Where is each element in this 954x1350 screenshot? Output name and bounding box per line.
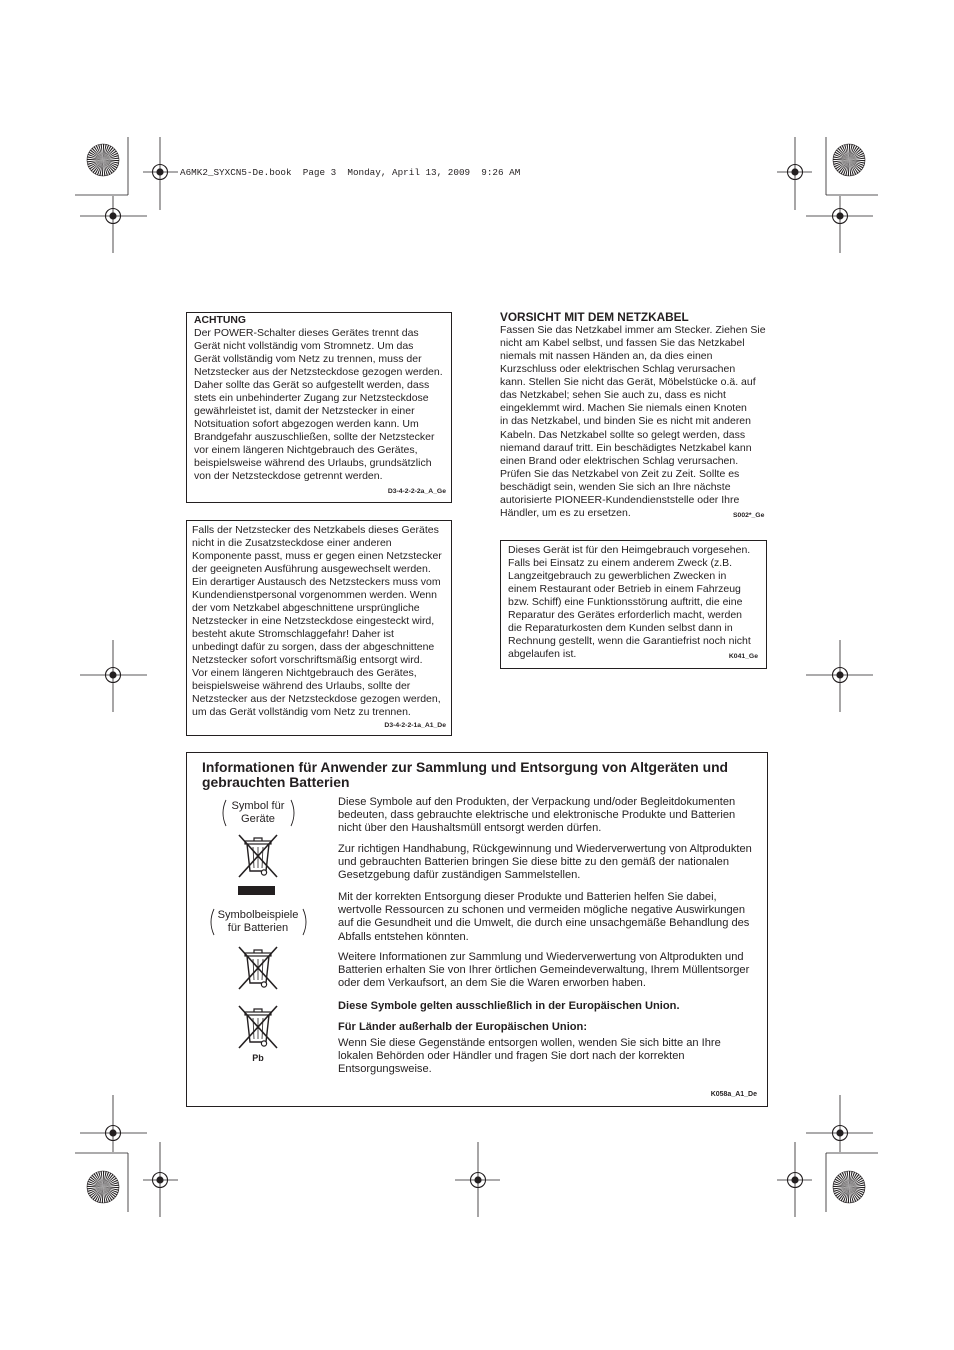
text-line: Kabeln. Das Netzkabel sollte so gelegt werden, dass [500, 428, 746, 441]
text-line: nicht in die Zusatzsteckdose einer anderen [192, 536, 392, 549]
registration-mark-icon [777, 1142, 812, 1217]
registration-dot [109, 1129, 116, 1136]
registration-dot [156, 168, 163, 175]
text-line: Netzstecker sofort vorschriftsmäßig entsorgt wird. [192, 654, 423, 667]
text-line: und gebrauchten Batterien bringen Sie diese bitte zu den gemäß der nationalen [338, 855, 730, 868]
text-line: Gerät vollständig vom Netz zu trennen, muss der [194, 352, 422, 365]
right-bracket-icon [302, 908, 309, 936]
text-line: das Netzkabel; sehen Sie auch zu, dass es nicht [500, 389, 726, 402]
text-line: Symbolbeispiele [217, 908, 299, 921]
achtung-notice-box [186, 312, 452, 503]
registration-mark-icon [806, 640, 873, 712]
text-line: vor einem längeren Nichtgebrauch des Gerätes, [194, 443, 418, 456]
plug-replacement-notice-box [186, 520, 452, 736]
starburst-mark-icon [833, 1171, 865, 1203]
plug-replacement-reference-code: D3-4-2-2-1a_A1_De [384, 722, 446, 729]
crossed-out-wheelie-bin-icon [236, 832, 280, 880]
text-line: Entsorgungsweise. [338, 1063, 432, 1076]
text-line: gebrauchten Batterien [202, 773, 350, 790]
text-line: Informationen für Anwender zur Sammlung und Entsorgung von Altgeräten und [202, 759, 729, 775]
battery-symbol-label [214, 909, 302, 935]
text-line: Kundendienstpersonal vorgenommen werden. Wenn [192, 588, 437, 601]
achtung-body [194, 327, 443, 483]
text-line: unbedingt dafür zu sorgen, dass der abgeschnittene [192, 641, 435, 654]
power-cord-caution-reference-code: S002*_Ge [733, 512, 765, 519]
text-line: einen Brand oder elektrischen Schlag verursachen. [500, 454, 739, 467]
crossed-out-battery-bin-icon [236, 944, 280, 992]
text-line: in das Netzkabel, und binden Sie es nicht mit anderen [500, 415, 751, 428]
registration-mark-icon [806, 196, 873, 253]
registration-dot [836, 671, 843, 678]
text-line: für Batterien [227, 921, 289, 934]
text-line: stets ein unbehinderter Zugang zur Netzsteckdose [194, 391, 429, 404]
registration-mark-icon [80, 640, 147, 712]
text-line: Reparatur des Gerätes erforderlich macht, werden [508, 608, 743, 621]
registration-mark-icon [143, 1142, 178, 1217]
text-line: lokalen Behörden oder Händler und fragen Sie dort nach der korrekten [338, 1049, 685, 1062]
text-line: Diese Symbole auf den Produkten, der Verpackung und/oder Begleitdokumenten [338, 795, 736, 808]
registration-mark-icon [806, 1095, 873, 1152]
text-line: nicht am Kabel selbst, und fassen Sie das Netzkabel [500, 337, 745, 350]
registration-mark-icon [455, 1142, 500, 1217]
text-line: Symbol für [231, 800, 285, 812]
eu-only-note: Diese Symbole gelten ausschließlich in der Europäischen Union. [338, 999, 680, 1012]
text-line: niemals mit nassen Händen an, da dies einen [500, 350, 713, 363]
home-use-notice-box [500, 540, 767, 669]
separate-collection-bar-icon [238, 886, 275, 895]
text-line: Ein derartiger Austausch des Netzsteckers muss vom [192, 575, 441, 588]
text-line: Komponente passt, muss er gegen einen Netzstecker [192, 549, 442, 562]
power-cord-caution-title: VORSICHT MIT DEM NETZKABEL [500, 310, 689, 324]
text-line: Daher sollte das Gerät so aufgestellt werden, dass [194, 378, 430, 391]
text-line: Kurzschluss oder elektrischen Schlag verursachen [500, 363, 736, 376]
text-line: Mit der korrekten Entsorgung dieser Produkte und Batterien helfen Sie dabei, [338, 890, 717, 903]
text-line: Fassen Sie das Netzkabel immer am Stecker. Ziehen Sie [500, 324, 766, 336]
disposal-paragraph-4 [338, 951, 763, 991]
text-line: wertvolle Ressourcen zu schonen und vermeiden mögliche negative Auswirkungen [338, 903, 746, 916]
text-line: Zur richtigen Handhabung, Rückgewinnung und Wiederverwertung von Altprodukten [338, 842, 752, 855]
text-line: die Reparaturkosten dem Kunden selbst dann in [508, 622, 733, 635]
achtung-reference-code: D3-4-2-2-2a_A_Ge [387, 488, 446, 495]
power-cord-caution-section [500, 310, 770, 520]
crossed-out-battery-bin-lead-icon [236, 1003, 280, 1051]
text-line: Brandgefahr auszuschließen, sollte der Netzstecker [194, 430, 435, 443]
achtung-text [194, 314, 443, 483]
plug-replacement-body [192, 524, 442, 720]
text-line: Falls bei Einsatz zu einem anderem Zweck (z.B. [508, 556, 733, 569]
text-line: Netzstecker aus der Netzsteckdose gezogen werden, [192, 693, 441, 706]
text-line: oder dem Verkaufsort, an dem Sie die Waren erworben haben. [338, 977, 646, 990]
registration-dot [791, 1176, 798, 1183]
disposal-title [202, 760, 728, 789]
text-line: einem Restaurant oder Betrieb in einem Fahrzeug [508, 582, 741, 595]
text-line: Falls der Netzstecker des Netzkabels dieses Gerätes [192, 523, 439, 536]
text-line: Netzstecker aus der Netzsteckdose gezogen werden. [194, 365, 443, 378]
text-line: von der Netzsteckdose getrennt werden. [194, 469, 383, 482]
text-line: Abfalls entstehen könnten. [338, 930, 469, 943]
text-line: Wenn Sie diese Gegenstände entsorgen wollen, wenden Sie sich bitte an Ihre [338, 1036, 721, 1049]
text-line: der geeigneten Ausführung ausgewechselt werden. [192, 562, 431, 575]
non-eu-paragraph [338, 1037, 763, 1077]
text-line: Geräte [241, 813, 275, 825]
registration-dot [836, 212, 843, 219]
text-line: Prüfen Sie das Netzkabel von Zeit zu Zeit. Sollte es [500, 467, 740, 480]
text-line: auf die Gesundheit und die Umwelt, die durch eine unsachgemäße Behandlung des [338, 917, 750, 930]
power-cord-caution-body [500, 324, 770, 520]
disposal-paragraph-1 [338, 796, 763, 836]
battery-chemical-label: Pb [252, 1053, 264, 1063]
registration-dot [791, 168, 798, 175]
registration-mark-icon [80, 196, 147, 253]
registration-dot [109, 212, 116, 219]
registration-mark-icon [777, 137, 812, 210]
disposal-reference-code: K058a_A1_De [710, 1091, 757, 1098]
registration-mark-icon [143, 137, 178, 210]
text-line: autorisierte PIONEER-Kundendienststelle oder Ihre [500, 493, 740, 506]
disposal-information-box [186, 752, 768, 1107]
text-line: Händler, um es zu ersetzen. [500, 506, 631, 519]
device-symbol-label [226, 800, 290, 826]
text-line: abgelaufen ist. [508, 648, 577, 661]
text-line: eingeklemmt wird. Machen Sie niemals einen Knoten [500, 402, 747, 415]
starburst-mark-icon [833, 144, 865, 176]
disposal-paragraph-3 [338, 891, 763, 945]
text-line: bzw. Schiff) eine Funktionsstörung auftritt, die eine [508, 595, 743, 608]
text-line: Batterien erhalten Sie von Ihrer örtlichen Gemeindeverwaltung, Ihrem Müllentsorger [338, 963, 750, 976]
registration-dot [109, 671, 116, 678]
text-line: besteht akute Stromschlaggefahr! Daher ist [192, 628, 394, 640]
text-line: Dieses Gerät ist für den Heimgebrauch vorgesehen. [508, 543, 751, 556]
non-eu-heading: Für Länder außerhalb der Europäischen Union: [338, 1020, 588, 1033]
text-line: gewährleistet ist, damit der Netzstecker in einer [194, 404, 415, 417]
registration-dot [474, 1176, 481, 1183]
registration-mark-icon [80, 1095, 147, 1152]
text-line: Der POWER-Schalter dieses Gerätes trennt das [194, 326, 419, 339]
right-bracket-icon [290, 799, 297, 827]
text-line: Netzstecker in eine Netzsteckdose eingesteckt wird, [192, 614, 435, 627]
print-header: A6MK2_SYXCN5-De.book Page 3 Monday, April 13, 2009 9:26 AM [180, 167, 521, 178]
text-line: Gerät nicht vollständig vom Stromnetz. Um das [194, 339, 414, 352]
home-use-body [508, 544, 751, 662]
registration-dot [156, 1176, 163, 1183]
text-line: Notsituation sofort abgezogen werden kann. Um [194, 417, 419, 430]
text-line: beispielsweise während des Urlaubs, sollte der [192, 680, 411, 693]
text-line: der vom Netzkabel abgeschnittene ursprüngliche [192, 601, 420, 614]
text-line: kann. Stellen Sie nicht das Gerät, Möbelstücke o.ä. auf [500, 376, 756, 389]
starburst-mark-icon [87, 1171, 119, 1203]
achtung-title: ACHTUNG [194, 314, 246, 326]
text-line: Gesetzgebung dafür zuständigen Sammelstellen. [338, 869, 581, 882]
disposal-paragraph-2 [338, 843, 763, 883]
text-line: bedeuten, dass gebrauchte elektrische und elektronische Produkte und Batterien [338, 808, 736, 821]
text-line: niemand darauf tritt. Ein beschädigtes Netzkabel kann [500, 441, 752, 454]
registration-dot [836, 1129, 843, 1136]
text-line: Vor einem längeren Nichtgebrauch des Gerätes, [192, 667, 417, 680]
text-line: beschädigt sein, wenden Sie sich an Ihre nächste [500, 480, 731, 493]
text-line: Rechnung gestellt, wenn die Garantiefrist noch nicht [508, 635, 751, 648]
home-use-reference-code: K041_Ge [728, 653, 758, 660]
text-line: beispielsweise während des Urlaubs, grundsätzlich [194, 456, 432, 469]
starburst-mark-icon [87, 144, 119, 176]
text-line: Langzeitgebrauch zu gewerblichen Zwecken in [508, 569, 727, 582]
text-line: um das Gerät vollständig vom Netz zu trennen. [192, 706, 411, 719]
text-line: nicht über den Haushaltsmüll entsorgt werden dürfen. [338, 822, 602, 835]
text-line: Weitere Informationen zur Sammlung und Wiederverwertung von Altprodukten und [338, 950, 744, 963]
